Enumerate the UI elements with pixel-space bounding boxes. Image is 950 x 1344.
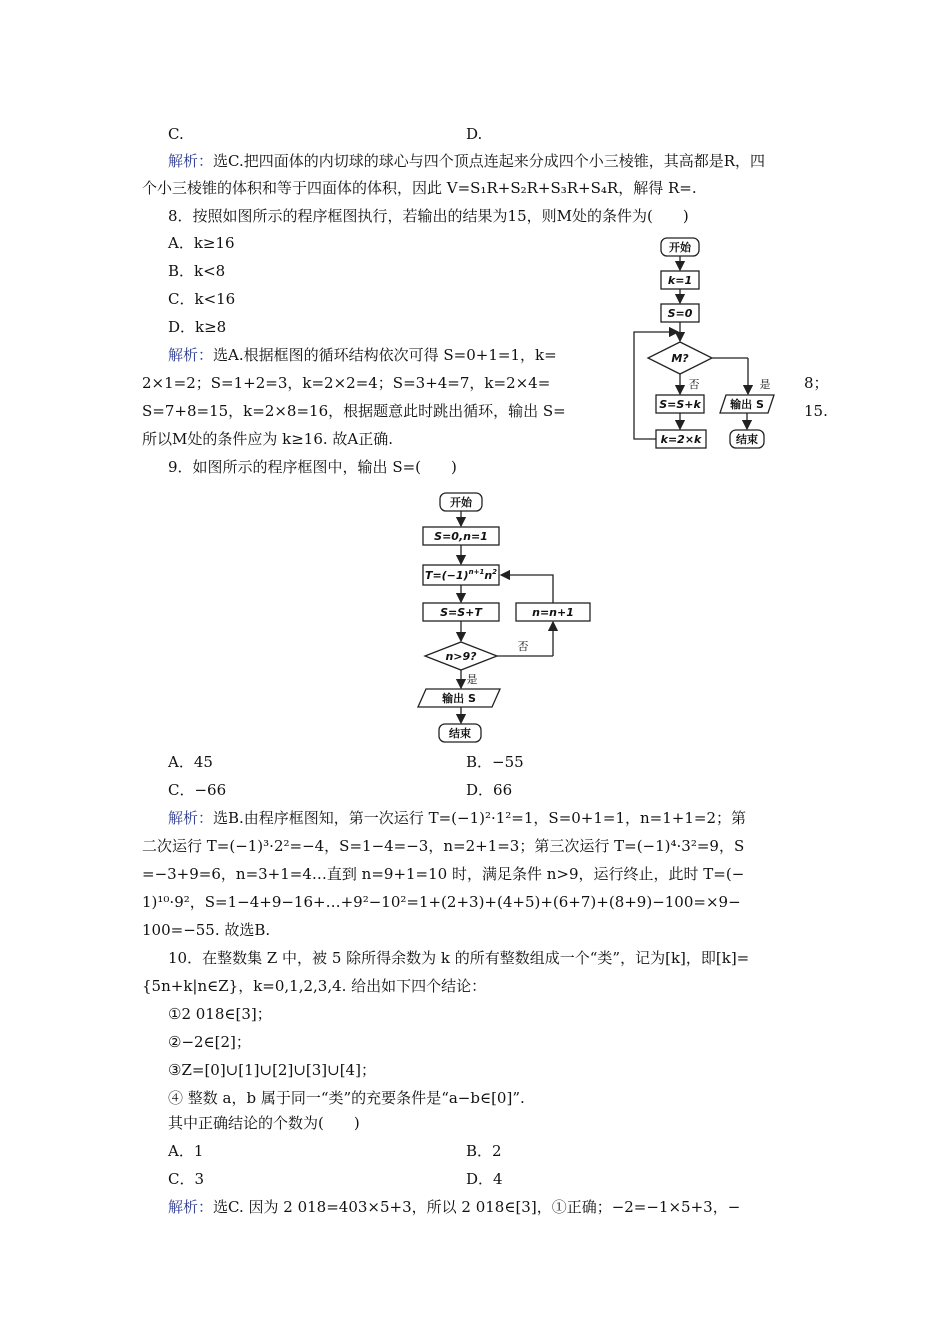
s-update-label: S=S+T: [440, 606, 482, 619]
q7-option-d: D.: [466, 125, 483, 143]
no-label: 否: [517, 640, 529, 653]
q10-conclusion-1: ①2 018∈[3]；: [168, 1005, 272, 1023]
q10-conclusion-2: ②−2∈[2]；: [168, 1033, 251, 1051]
q10-stem-line-2: {5n+k|n∈Z}，k=0,1,2,3,4. 给出如下四个结论：: [142, 977, 487, 995]
init-label: S=0,n=1: [434, 530, 488, 543]
q8-analysis-line-4: 所以M处的条件应为 k≥16. 故A正确.: [142, 430, 394, 448]
t-n: n: [484, 569, 493, 582]
q8-analysis-line-2-tail: 8；: [804, 374, 829, 392]
yes-label: 是: [466, 673, 478, 686]
end-label: 结束: [449, 727, 471, 740]
q8-analysis-line-3-tail: 15.: [804, 402, 828, 420]
q8-analysis-text: 选A.根据框图的循环结构依次可得 S=0+1=1，k=: [213, 346, 557, 364]
output-label: 输出 S: [442, 692, 476, 705]
update-k-label: k=2×k: [660, 433, 702, 446]
t-base: T=(−1): [424, 569, 469, 582]
q7-option-c: C.: [168, 125, 184, 143]
q8-analysis-line-2: 2×1=2；S=1+2=3，k=2×2=4；S=3+4=7，k=2×4=: [142, 374, 551, 392]
q8-option-b: B．k<8: [168, 262, 226, 280]
q9-option-b: B．−55: [466, 753, 524, 771]
q8-analysis-line-3: S=7+8=15，k=2×8=16，根据题意此时跳出循环，输出 S=: [142, 402, 566, 420]
q9-analysis-line-2: 二次运行 T=(−1)³·2²=−4，S=1−4=−3，n=2+1=3；第三次运行 T=(−1)⁴·3²=9，S: [142, 837, 745, 855]
q9-stem: 9．如图所示的程序框图中，输出 S=( ): [168, 458, 457, 476]
q9-option-c: C．−66: [168, 781, 227, 799]
init-k-label: k=1: [667, 274, 693, 287]
analysis-label: 解析：: [168, 1198, 214, 1216]
n-update-label: n=n+1: [532, 606, 574, 619]
q7-analysis-line: [168, 151, 765, 171]
no-label: 否: [688, 378, 700, 391]
q10-option-a: A．1: [168, 1142, 204, 1160]
output-label: 输出 S: [730, 398, 764, 411]
q9-analysis-line-5: 100=−55. 故选B.: [142, 921, 271, 939]
init-s-label: S=0: [667, 307, 693, 320]
analysis-label: 解析：: [168, 809, 214, 827]
q9-analysis-line-4: 1)¹⁰·9²，S=1−4+9−16+…+9²−10²=1+(2+3)+(4+5)+(6+7)+(8+9)−100=×9−: [142, 893, 741, 911]
condition-label: n>9?: [445, 650, 477, 663]
q10-conclusion-4: ④ 整数 a，b 属于同一“类”的充要条件是“a−b∈[0]”.: [168, 1089, 525, 1107]
q10-conclusion-3: ③Z=[0]∪[1]∪[2]∪[3]∪[4]；: [168, 1061, 376, 1079]
q10-ask: 其中正确结论的个数为( ): [168, 1114, 360, 1132]
q8-analysis-line: [168, 345, 557, 365]
q10-option-d: D．4: [466, 1170, 503, 1188]
q8-option-d: D．k≥8: [168, 318, 227, 336]
q9-option-d: D．66: [466, 781, 513, 799]
start-label: 开始: [669, 241, 691, 254]
q9-flowchart: [408, 488, 608, 746]
t-exponent-2: 2: [492, 568, 498, 576]
update-s-label: S=S+k: [659, 398, 701, 411]
t-exponent: n+1: [468, 568, 485, 576]
q9-option-a: A．45: [168, 753, 213, 771]
q9-analysis-line-3: =−3+9=6，n=3+1=4…直到 n=9+1=10 时，满足条件 n>9，运行终止，此时 T=(−: [142, 865, 745, 883]
t-assign-label: [425, 568, 497, 582]
condition-label: M?: [671, 352, 689, 365]
q10-analysis-line: [168, 1197, 740, 1217]
q8-option-a: A．k≥16: [168, 234, 235, 252]
end-label: 结束: [736, 433, 758, 446]
q8-option-c: C．k<16: [168, 290, 236, 308]
q8-stem: 8．按照如图所示的程序框图执行，若输出的结果为15，则M处的条件为( ): [168, 207, 689, 225]
start-label: 开始: [450, 496, 472, 509]
q9-analysis-line: [168, 808, 746, 828]
q8-flowchart: [620, 230, 820, 460]
q10-option-c: C．3: [168, 1170, 205, 1188]
analysis-label: 解析：: [168, 346, 214, 364]
q10-option-b: B．2: [466, 1142, 502, 1160]
q7-analysis-text: 选C.把四面体的内切球的球心与四个顶点连起来分成四个小三棱锥，其高都是R，四: [213, 152, 766, 170]
q9-analysis-text: 选B.由程序框图知，第一次运行 T=(−1)²·1²=1，S=0+1=1，n=1+1=2；第: [213, 809, 747, 827]
analysis-label: 解析：: [168, 152, 214, 170]
q10-stem-line-1: 10．在整数集 Z 中，被 5 除所得余数为 k 的所有整数组成一个“类”，记为[k]，即[k]=: [168, 949, 750, 967]
yes-label: 是: [759, 378, 771, 391]
q10-analysis-text: 选C. 因为 2 018=403×5+3，所以 2 018∈[3]，①正确；−2=−1×5+3，−: [213, 1198, 741, 1216]
q7-analysis-line-2: 个小三棱锥的体积和等于四面体的体积，因此 V=S₁R+S₂R+S₃R+S₄R，解得 R=.: [142, 179, 697, 197]
